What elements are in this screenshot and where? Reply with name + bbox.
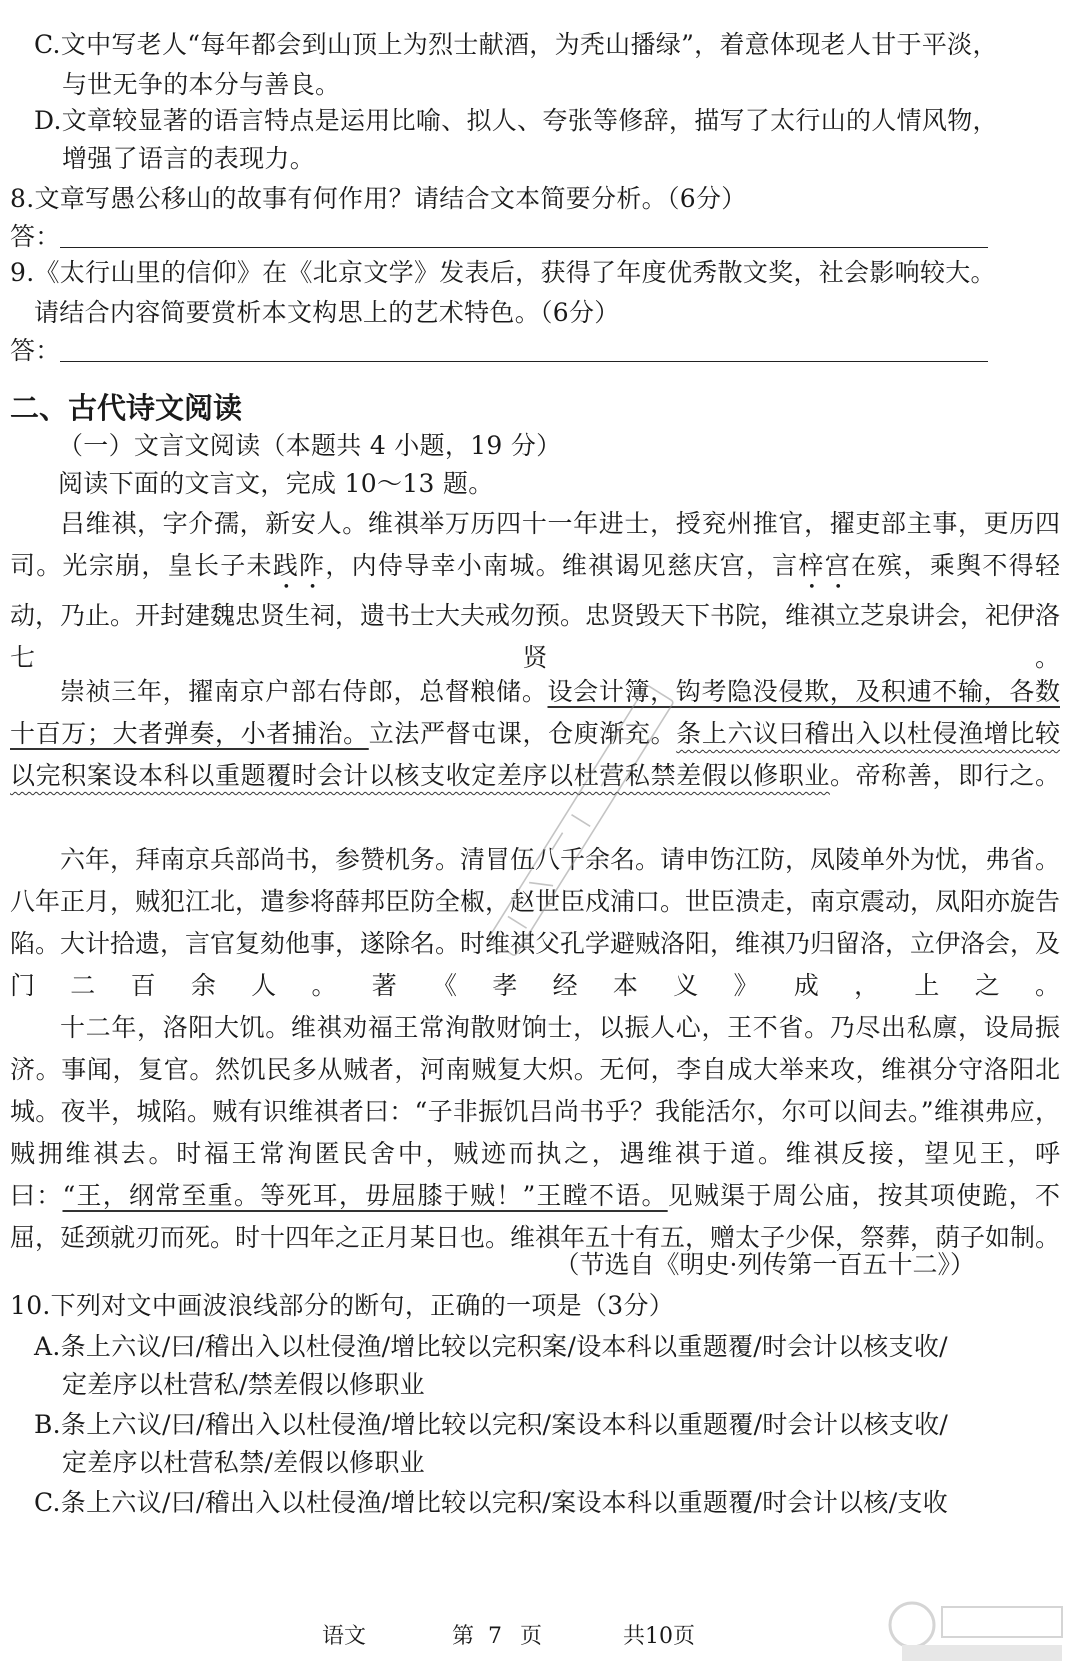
question-9-answer-line[interactable] xyxy=(60,361,988,362)
q10-option-b-line2: 定差序以杜营私禁/差假以修职业 xyxy=(62,1448,425,1477)
option-d-line2: 增强了语言的表现力。 xyxy=(62,144,316,173)
passage-paragraph-4: 十二年，洛阳大饥。维祺劝福王常洵散财饷士，以振人心，王不省。乃尽出私廪，设局振济。事闻，复官。然饥民多从贼者，河南贼复大炽。无何，李自成大举来攻，维祺分守洛阳北城。夜半，城陷。贼有识维祺者曰：“子非振饥吕尚书乎？我能活尔，尔可以间去。”维祺弗应，贼拥维祺去。时福王常洵匿民舍中，贼迹而执之，遇维祺于道。维祺反接，望见王，呼曰：“王，纲常至重。等死耳，毋屈膝于贼！”王瞠不语。见贼渠于周公庙，按其项使跪，不屈，延颈就刃而死。时十四年之正月某日也。维祺年五十有五，赠太子少保，祭葬，荫子如制。 xyxy=(10,1013,1061,1252)
question-8: 8.文章写愚公移山的故事有何作用？请结合文本简要分析。（6分） xyxy=(10,184,747,213)
passage-paragraph-3: 六年，拜南京兵部尚书，参赞机务。清冒伍八千余名。请申饬江防，凤陵单外为忧，弗省。八年正月，贼犯江北，遣参将薛邦臣防全椒，赵世臣戍浦口。世臣溃走，南京震动，凤阳亦旋告陷。大计拾遗，言官复劾他事，遂除名。时维祺父孔学避贼洛阳，维祺乃归留洛，立伊洛会，及门二百余人。著《孝经本义》成，上之。 xyxy=(10,845,1061,1000)
question-9-answer-label: 答： xyxy=(10,336,61,365)
footer-subject: 语文 xyxy=(322,1624,367,1649)
footer-total-pages: 共10页 xyxy=(623,1624,695,1649)
q10-option-a-line1: A.条上六议/曰/稽出入以杜侵渔/增比较以完积案/设本科以重题覆/时会计以核支收/ xyxy=(34,1332,948,1361)
site-logo xyxy=(882,1595,1072,1665)
footer-page-number: 7 xyxy=(488,1624,502,1649)
option-c-line2: 与世无争的本分与善良。 xyxy=(62,70,341,99)
emphasis-zigong: 梓宫 xyxy=(798,551,851,580)
underlined-sentence-2: “王，纲常至重。等死耳，毋屈膝于贼！”王瞠不语。 xyxy=(62,1181,668,1210)
emphasis-jianzuo: 践阼 xyxy=(272,551,326,580)
wavy-underlined-passage: 条上六议曰稽出入以杜侵渔增比较以完积案设本科以重题覆时会计以核支收定差序以杜营私禁差假以修职业 xyxy=(10,719,1060,790)
underlined-sentence-1: 设会计簿，钩考隐没侵欺，及积逋不输，各数十百万；大者弹奏，小者捕治。 xyxy=(10,677,1060,748)
question-9-line1: 9.《太行山里的信仰》在《北京文学》发表后，获得了年度优秀散文奖，社会影响较大。 xyxy=(10,258,996,287)
passage-paragraph-1: 吕维祺，字介孺，新安人。维祺举万历四十一年进士，授兖州推官，擢吏部主事，更历四司。光宗崩，皇长子未践阼，内侍导幸小南城。维祺谒见慈庆宫，言梓宫在殡，乘舆不得轻动，乃止。开封建魏忠贤生祠，遗书士大夫戒勿预。忠贤毁天下书院，维祺立芝泉讲会，祀伊洛七贤。 xyxy=(10,509,1061,672)
passage-paragraph-2: 崇祯三年，擢南京户部右侍郎，总督粮储。设会计簿，钩考隐没侵欺，及积逋不输，各数十百万；大者弹奏，小者捕治。立法严督屯课，仓庾渐充。条上六议曰稽出入以杜侵渔增比较以完积案设本科以重题覆时会计以核支收定差序以杜营私禁差假以修职业。帝称善，即行之。 xyxy=(10,677,1060,790)
q10-option-a-line2: 定差序以杜营私/禁差假以修职业 xyxy=(62,1370,425,1399)
question-8-answer-line[interactable] xyxy=(60,247,988,248)
q10-option-c-line1: C.条上六议/曰/稽出入以杜侵渔/增比较以完积/案设本科以重题覆/时会计以核/支收 xyxy=(34,1488,949,1517)
question-10: 10.下列对文中画波浪线部分的断句，正确的一项是（3分） xyxy=(10,1291,675,1320)
question-8-answer-label: 答： xyxy=(10,222,61,251)
section-instruction: 阅读下面的文言文，完成 10～13 题。 xyxy=(58,469,494,498)
passage-source: （节选自《明史·列传第一百五十二》） xyxy=(554,1250,975,1279)
option-c-line1: C.文中写老人“每年都会到山顶上为烈士献酒，为秃山播绿”，着意体现老人甘于平淡， xyxy=(34,30,998,59)
footer-page-post: 页 xyxy=(520,1624,543,1649)
section-title: 二、古代诗文阅读 xyxy=(10,391,243,425)
section-subtitle: （一）文言文阅读（本题共 4 小题，19 分） xyxy=(58,431,562,460)
option-d-line1: D.文章较显著的语言特点是运用比喻、拟人、夸张等修辞，描写了太行山的人情风物， xyxy=(34,106,998,135)
footer-page-pre: 第 xyxy=(452,1624,475,1649)
question-9-line2: 请结合内容简要赏析本文构思上的艺术特色。（6分） xyxy=(34,298,620,327)
q10-option-b-line1: B.条上六议/曰/稽出入以杜侵渔/增比较以完积/案设本科以重题覆/时会计以核支收/ xyxy=(34,1410,949,1439)
